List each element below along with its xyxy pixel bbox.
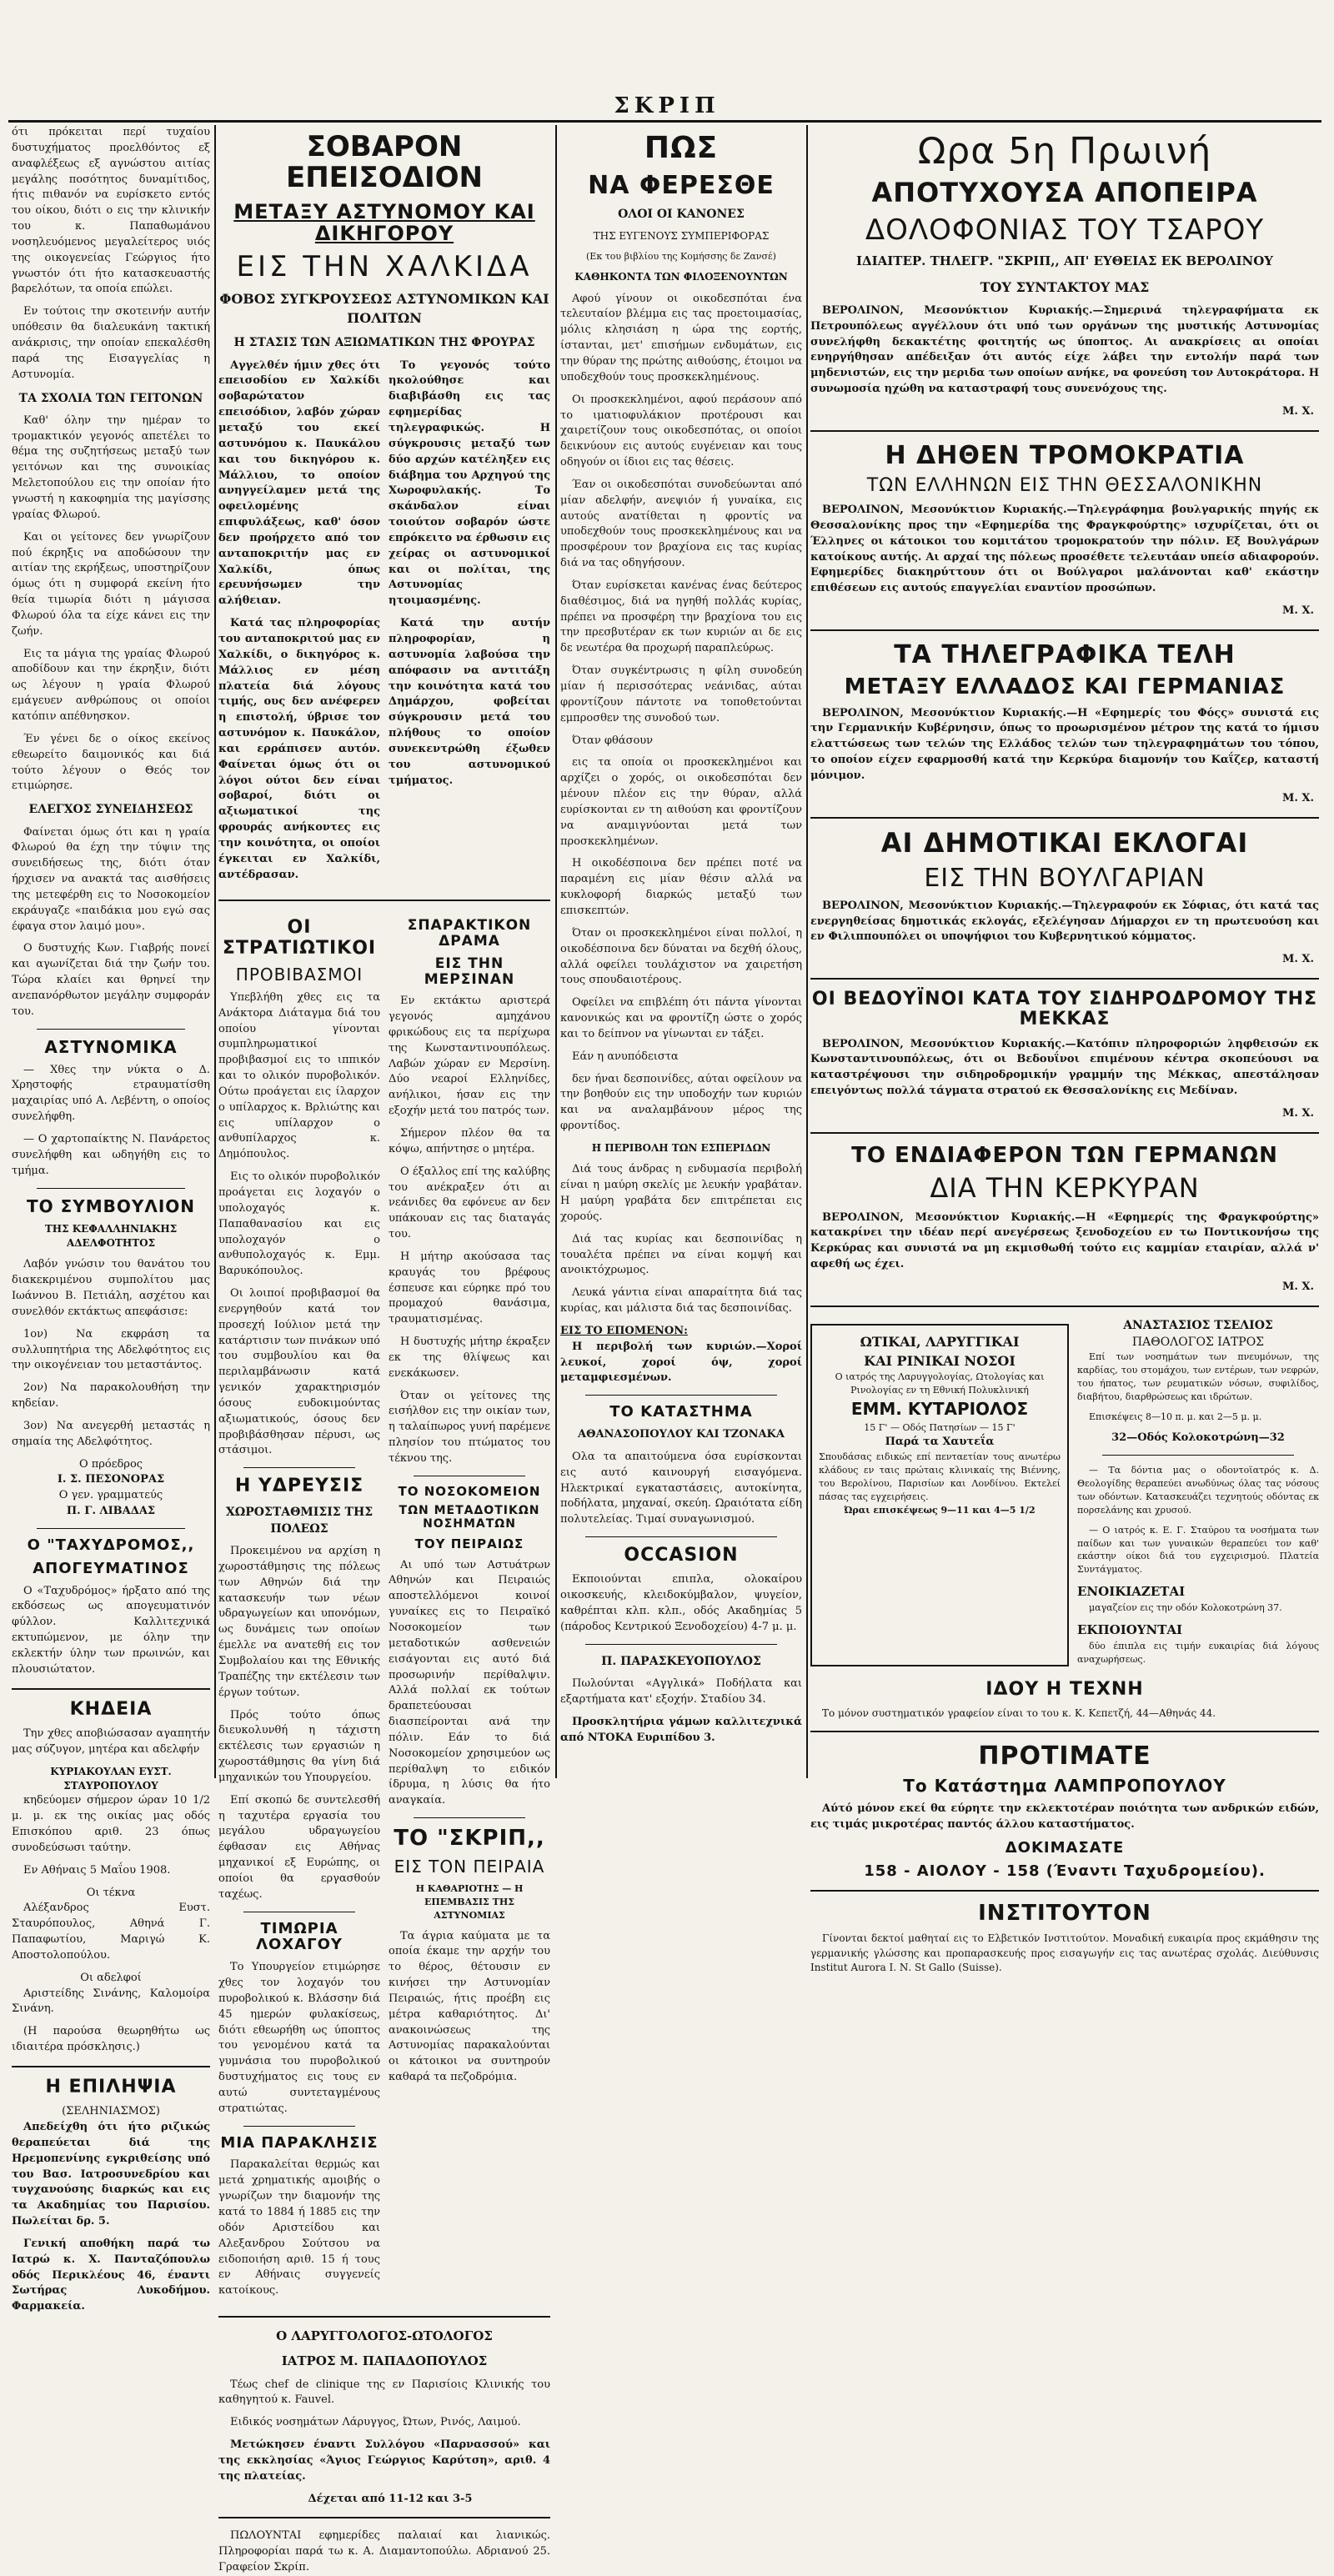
ad-heading: ΠΑΘΟΛΟΓΟΣ ΙΑΤΡΟΣ: [1131, 1336, 1265, 1350]
signature: Ο γεν. γραμματεύς: [58, 1489, 163, 1502]
article-text: Όταν συγκέντρωσις η φίλη συνοδεύη μίαν ή περισσότερας νεάνιδας, αύται φροντίζουν πάντοτε να τοποθετούνται εμπροσθεν της συνοδού των.: [560, 664, 802, 724]
headline: ΕΙΣ ΤΗΝ ΜΕΡΣΙΝΑΝ: [424, 955, 515, 988]
section-heading: ΤΑ ΣΧΟΛΙΑ ΤΩΝ ΓΕΙΤΟΝΩΝ: [18, 391, 203, 405]
signature: Π. Γ. ΛΙΒΑΔΑΣ: [66, 1505, 156, 1518]
notice-text: Αλέξανδρος Ευστ. Σταυρόπουλος, Αθηνά Γ. Παπαφωτίου, Μαριγώ Κ. Αποστολοπούλου.: [12, 1902, 210, 1962]
article-text: Υπεβλήθη χθες εις τα Ανάκτορα Διάταγμα διά του οποίου γίνονται συμπληρωματικοί προβιβασμοί εις το ιππικόν και το ολικόν πυροβολικόν. Ούτω προάγεται εις ίλαρχον ο υπίλαρχος κ. Βρλιώτης και εις υπίλαρχον ο ανθυπίλαρχος κ. Δημόπουλος.: [218, 990, 380, 1161]
ad-text: Το μόνον συστηματικόν γραφείον είναι το του κ. Κ. Κεπετζή, 44—Αθηνάς 44.: [822, 1706, 1216, 1719]
subheading: ΙΔΙΑΙΤΕΡ. ΤΗΛΕΓΡ. "ΣΚΡΙΠ,, ΑΠ' ΕΥΘΕΙΑΣ ΕΚ ΒΕΡΟΛΙΝΟΥ: [855, 253, 1274, 268]
ad-text: Δέχεται από 11-12 και 3-5: [308, 2492, 473, 2505]
article-text: — Ο χαρτοπαίκτης Ν. Πανάρετος συνελήφθη και ωδηγήθη εις το τμήμα.: [12, 1133, 210, 1177]
ad-text: Σπουδάσας ειδικώς επί πενταετίαν τους ανωτέρω κλάδους εν ταις πρώταις κλινικαίς της Βιέννης, του Βερολίνου, Παρισίων και Λονδίνου. Εκτελεί πάσας τας εγχειρήσεις.: [819, 1451, 1061, 1502]
article-text: Προκειμένου να αρχίση η χωροστάθμησις της πόλεως των Αθηνών διά την κατασκευήν των νέων υδραγωγείων και υπονόμων, ως δυνάμεις των οποίων έμελλε να ανατεθή εις τον Συμβολαίου και της Εθνικής Τραπέζης την εκτέλεσιν των έργων τούτων.: [218, 1545, 380, 1699]
column-4: [810, 125, 1319, 1973]
ad-box: [810, 1324, 1069, 1666]
headline: ΣΠΑΡΑΚΤΙΚΟΝ ΔΡΑΜΑ: [407, 917, 532, 950]
ad-heading: Το Κατάστημα ΛΑΜΠΡΟΠΟΥΛΟΥ: [903, 1776, 1226, 1797]
headline: ΤΟΥ ΠΕΙΡΑΙΩΣ: [414, 1536, 524, 1552]
headline: ΔΟΛΟΦΟΝΙΑΣ ΤΟΥ ΤΣΑΡΟΥ: [865, 213, 1265, 247]
headline: ΑΣΤΥΝΟΜΙΚΑ: [44, 1036, 178, 1057]
headline: ΤΑ ΤΗΛΕΓΡΑΦΙΚΑ ΤΕΛΗ: [894, 639, 1236, 669]
subheading: (Εκ του βιβλίου της Κομήσσης δε Ζανσέ): [586, 251, 776, 263]
headline: ΤΙΜΩΡΙΑ ΛΟΧΑΓΟΥ: [256, 1919, 343, 1954]
headline: ΤΟ "ΣΚΡΙΠ,,: [394, 1826, 545, 1852]
notice-name: ΚΥΡΙΑΚΟΥΛΑΝ ΕΥΣΤ. ΣΤΑΥΡΟΠΟΥΛΟΥ: [50, 1765, 172, 1792]
article-text: 1ον) Να εκφράση τα συλλυπητήρια της Αδελφότητος εις την οικογένειαν του μεταστάντος.: [12, 1327, 210, 1372]
ad-text: Αύτό μόνον εκεί θα εύρητε την εκλεκτοτέραν ποιότητα των ανδρικών ειδών, εις τιμάς μικροτέρας παντός άλλου καταστήματος.: [810, 1802, 1319, 1832]
ad-heading: OCCASION: [624, 1545, 739, 1566]
ad-text: Προσκλητήρια γάμων καλλιτεχνικά από ΝΤΟΚΑ Ευριπίδου 3.: [560, 1715, 802, 1744]
ad-text: δύο έπιπλα εις τιμήν ευκαιρίας διά λόγους αναχωρήσεως.: [1077, 1640, 1319, 1665]
signature: Μ. Χ.: [1281, 604, 1314, 618]
ad-text: Ειδικός νοσημάτων Λάρυγγος, Ώτων, Ρινός, Λαιμού.: [230, 2416, 521, 2429]
signature: Μ. Χ.: [1281, 953, 1314, 966]
headline: ΚΗΔΕΙΑ: [69, 1698, 153, 1720]
ad-heading: ΠΡΟΤΙΜΑΤΕ: [978, 1742, 1151, 1772]
notice-text: (Η παρούσα θεωρηθήτω ως ιδιαιτέρα πρόσκλησις.): [12, 2025, 210, 2054]
headline: ΜΕΤΑΞΥ ΑΣΤΥΝΟΜΟΥ ΚΑΙ ΔΙΚΗΓΟΡΟΥ: [233, 199, 535, 246]
headline: Η ΥΔΡΕΥΣΙΣ: [234, 1476, 364, 1497]
article-text: Σήμερον πλέον θα τα κόψω, απήντησε ο μητέρα.: [389, 1126, 550, 1155]
subheading: ΦΟΒΟΣ ΣΥΓΚΡΟΥΣΕΩΣ ΑΣΤΥΝΟΜΙΚΩΝ ΚΑΙ ΠΟΛΙΤΩΝ: [219, 290, 549, 327]
article-text: Έαν οι οικοδεσπόται συνοδεύωνται από μίαν αδελφήν, ανεψιόν ή γυναίκα, εις αυτούς ανατίθεται η φροντίς να υποδεχθούν τους προσκεκλημένους και να προσφέρουν τον βραχίονα εις τας κυρίας διά να τας οδηγήσουν.: [560, 478, 802, 570]
article-text: ΒΕΡΟΛΙΝΟΝ, Μεσονύκτιον Κυριακής.—Τηλεγραφούν εκ Σόφιας, ότι κατά τας ενεργηθείσας δημοτικάς εκλογάς, εξελέγησαν Δήμαρχοι εν τη πρωτευούση και εν Φιλιππουπόλει οι υποψήφιοι του Κυβερνητικού κόμματος.: [810, 899, 1319, 944]
ad-text: Παρά τα Χαυτεΐα: [885, 1435, 995, 1448]
subheading: ΚΑΘΗΚΟΝΤΑ ΤΩΝ ΦΙΛΟΞΕΝΟΥΝΤΩΝ: [574, 271, 788, 283]
article-text: Έν γένει δε ο οίκος εκείνος εθεωρείτο δαιμονικός και διά τούτο λέγουν ο Θεός τον ετιμώρησε.: [12, 732, 210, 793]
article-text: Η δυστυχής μήτηρ έκραξεν εκ της θλίψεως και ενεκάκωσεν.: [389, 1336, 550, 1380]
article-text: Και οι γείτονες δεν γνωρίζουν πού έκρηξις να αποδώσουν την αιτίαν της εκρήξεως, υποστηρίζουν όμως ότι η συμφορά εκείνη ήτο θεία τιμωρία διότι η μάγισσα Φλωρού όλα τα είχε κάνει εις την ζωήν.: [12, 530, 210, 638]
ad-heading: ΕΚΠΟΙΟΥΝΤΑΙ: [1077, 1622, 1183, 1638]
article-text: Διά τας κυρίας και δεσποινίδας η τουαλέτα πρέπει να είναι κομψή και ανοικτόχρωμος.: [560, 1232, 802, 1277]
headline: ΠΩΣ: [644, 131, 719, 165]
column-rule: [555, 125, 557, 1778]
section-heading: ΕΛΕΓΧΟΣ ΣΥΝΕΙΔΗΣΕΩΣ: [28, 803, 193, 817]
column-3: [560, 125, 802, 1778]
headline: Ο "ΤΑΧΥΔΡΟΜΟΣ,,: [27, 1536, 195, 1554]
article-text: Εις το ολικόν πυροβολικόν προάγεται εις λοχαγόν ο υπολοχαγός κ. Παπαθανασίου και εις υπολοχαγόν ο ανθυπολοχαγός κ. Εμμ. Βαρυκόπουλος.: [218, 1170, 380, 1278]
ad-text: Επισκέψεις 8—10 π. μ. και 2—5 μ. μ.: [1089, 1411, 1262, 1423]
ad-address: 158 - ΑΙΟΛΟΥ - 158 (Έναντι Ταχυδρομείου).: [864, 1862, 1266, 1880]
ad-text: 15 Γ' — Οδός Πατησίων — 15 Γ': [864, 1421, 1016, 1433]
article-text: Το γεγονός τούτο ηκολούθησε και διαβιβάσθη εις τας εφημερίδας τηλεγραφικώς. Η σύγκρουσις μεταξύ των δύο αρχών κατέληξεν εις διάβημα του Αρχηγού της Χωροφυλακής. Το σκάνδαλον είναι τοιούτον σοβαρόν ώστε επρόκειτο να έρθωσιν εις χείρας οι αστυνομικοί και οι πολίται, της Αστυνομίας ητοιμασμένης.: [389, 358, 550, 608]
notice-date: Εν Αθήναις 5 Μαΐου 1908.: [23, 1863, 171, 1877]
article-text: Εν τούτοις την σκοτεινήν αυτήν υπόθεσιν θα διαλευκάνη τακτική ανάκρισις, την οποίαν επεκαλέσθη παρά της Εισαγγελίας η Αστυνομία.: [12, 305, 210, 381]
article-text: Καθ' όλην την ημέραν το τρομακτικόν γεγονός απετέλει το θέμα της συζητήσεως μεταξύ των γειτόνων και της συνοικίας Μελετοπούλου εις την οποίαν ήτο γνωστή η κακοφημία της μαγίσσης γραίας Φλωρού.: [12, 413, 210, 521]
subheading: Η ΣΤΑΣΙΣ ΤΩΝ ΑΞΙΩΜΑΤΙΚΩΝ ΤΗΣ ΦΡΟΥΡΑΣ: [233, 336, 535, 350]
article-text: Κατά τας πληροφορίας του ανταποκριτού μας εν Χαλκίδι, ο δικηγόρος κ. Μάλλιος εν μέση πλατεία διά λόγους τιμής, ους δεν ανέφερεν η επιστολή, ύβρισε τον αστυνόμον κ. Παυκάλον, και ερράπισεν αυτόν. Φαίνεται όμως ότι οι λόγοι ούτοι δεν είναι σοβαροί, διότι οι αξιωματικοί της φρουράς ανήκοντες εις την κοινότητα, οι οποίοι έγκειται εν Χαλκίδι, αντέδρασαν.: [218, 617, 380, 881]
headline: ΤΩΝ ΕΛΛΗΝΩΝ ΕΙΣ ΤΗΝ ΘΕΣΣΑΛΟΝΙΚΗΝ: [866, 474, 1263, 496]
ad-heading: ΑΝΑΣΤΑΣΙΟΣ ΤΣΕΛΙΟΣ: [1123, 1318, 1273, 1332]
article-text: Αφού γίνουν οι οικοδεσπόται ένα τελευταίον βλέμμα εις τας προετοιμασίας, μόλις κλησιάση η ώρα της εορτής, ίστανται, μετ' επισήμων ενδυμάτων, εις την θύραν της πρώτης αιθούσης, έτοιμοι να υποδεχθούν τους προσκεκλημένους.: [560, 292, 802, 383]
headline: ΕΙΣ ΤΟΝ ΠΕΙΡΑΙΑ: [394, 1856, 545, 1877]
ad-text: Γίνονται δεκτοί μαθηταί εις το Ελβετικόν Ινστιτούτον. Μοναδική ευκαιρία προς εκμάθησιν της γερμανικής γλώσσης και προπαρασκευής προς εισαγωγήν εις τας ανωτέρας σχολάς. Διεύθυνσις Institut Aurora Ι. Ν. St Gallo (Suisse).: [810, 1932, 1319, 1973]
signature: Ο πρόεδρος: [78, 1457, 143, 1471]
article-text: Όταν οι γείτονες της εισήλθον εις την οικίαν των, η ταλαίπωρος γυνή παρέμενε πλησίον του πτώματος του τέκνου της.: [389, 1389, 550, 1465]
article-text: ΒΕΡΟΛΙΝΟΝ, Μεσονύκτιον Κυριακής.—Η «Εφημερίς του Φόςς» συνιστά εις την Γερμανικήν Κυβέρνησιν, όπως το προωρισμένον μέτρον της κατά το ήμισυ ελαττώσεως των τελών της Ελλάδος τελών των τηλεγραφημάτων του τόπου, το οποίον είχεν εφαρμοσθή κατά την Κερκύρα διαμονήν του Καΐζερ, καταστή μόνιμον.: [810, 706, 1319, 782]
article-text: Τα άγρια καύματα με τα οποία έκαμε την αρχήν του το θέρος, θέτουσιν εν κινήσει την Αστυνομίαν Πειραιώς, ήτις προέβη εις μέτρα καθαριότητος. Δι' ανακοινώσεως της Αστυνομίας παρακαλούνται οι κάτοικοι να συντηρούν καθαρά τα πεζοδρόμια.: [389, 1929, 550, 2084]
signature: Ι. Σ. ΠΕΣΟΝΟΡΑΣ: [57, 1473, 165, 1486]
ad-heading: ΕΝΟΙΚΙΑΖΕΤΑΙ: [1077, 1584, 1186, 1600]
subheading: ΕΙΣ ΤΟ ΕΠΟΜΕΝΟΝ:: [560, 1324, 688, 1337]
ad-text: Ολα τα απαιτούμενα όσα ευρίσκονται εις αυτό καινουργή εισαγόμενα. Ηλεκτρικαί εγκαταστάσεις, αυτοκίνητα, ποδήλατα, μηχαναί, σκεύη. Ωραιότατα είδη πολυτελείας. Τιμαί συναγωνισμού.: [560, 1450, 802, 1526]
article-text: Ο έξαλλος επί της καλύβης του ανέκραξεν ότι αι νεάνιδες θα εφόνευε αν δεν υπάκουαν εις τας διαταγάς του.: [389, 1165, 550, 1241]
headline: Η ΔΗΘΕΝ ΤΡΟΜΟΚΡΑΤΙΑ: [885, 440, 1245, 470]
ad-text: — Ο ιατρός κ. Ε. Γ. Σταύρου τα νοσήματα των παίδων και των γυναικών θεραπεύει τον καθ' εκάστην οίκοι διά του εγχειρισμού. Πλατεία Συντάγματος.: [1077, 1524, 1319, 1576]
ad-heading: ΤΟ ΚΑΤΑΣΤΗΜΑ: [609, 1403, 753, 1421]
signature: Μ. Χ.: [1281, 1106, 1314, 1120]
article-text: Όταν ευρίσκεται κανένας ένας δεύτερος διαθέσιμος, διά να ηγηθή πολλάς κυρίας, πρέπει να προσφέρη την βραχίονα του εις την πρεσβυτέραν εκ των κυριών αι δε εις δε νεωτέρα θα προχωρή παραπλεύρως.: [560, 579, 802, 655]
ad-text: Ώραι επισκέψεως 9—11 και 4—5 1/2: [844, 1504, 1036, 1516]
article-text: Εις τα μάγια της γραίας Φλωρού αποδίδουν και την έκρηξιν, διότι ως λέγουν η γραία Φλωρού εμάγευεν ανθρώπους οι οποίοι κατόπιν απέθνησκον.: [12, 647, 210, 723]
article-text: Επί σκοπώ δε συντελεσθή η ταχυτέρα εργασία του μεγάλου υδραγωγείου έφθασαν εις Αθήνας μηχανικοί εξ Ευρώπης, οι οποίοι θα εργασθούν ταχέως.: [218, 1793, 380, 1901]
subheading: ΤΟΥ ΣΥΝΤΑΚΤΟΥ ΜΑΣ: [980, 278, 1150, 295]
ad-text: Ο ιατρός της Λαρυγγολογίας, Ωτολογίας και Ρινολογίας εν τη Εθνική Πολυκλινική: [835, 1371, 1045, 1396]
ad-text: Τέως chef de clinique της εν Παρισίοις Κλινικής του καθηγητού κ. Fauvel.: [218, 2378, 550, 2407]
ad-text: Γενική αποθήκη παρά τω Ιατρώ κ. Χ. Πανταζόπουλω οδός Περικλέους 46, έναντι Σωτήρας Λυκοδήμου. Φαρμακεία.: [12, 2237, 210, 2313]
notice-text: κηδεύομεν σήμερον ώραν 10 1/2 μ. μ. εκ της οικίας μας οδός Επισκόπου αριθ. 23 όπως συνοδεύσωσι ταύτην.: [12, 1794, 210, 1854]
article-text: εις τα οποία οι προσκεκλημένοι και αρχίζει ο χορός, οι οικοδεσπόται δεν μένουν πλέον εις την θύραν, αλλά ευρίσκονται εν τη αιθούση και φροντίζουν να αναμιγνύονται μετά των προσκεκλημένων.: [560, 756, 802, 848]
subheading: Η ΠΕΡΙΒΟΛΗ ΤΩΝ ΕΣΠΕΡΙΔΩΝ: [591, 1141, 771, 1154]
article-text: Διά τους άνδρας η ενδυμασία περιβολή είναι η μαύρη σκελίς με λευκήν γραβάταν. Η μαύρη γραβάτα δεν επιτρέπεται εις χορούς.: [560, 1163, 802, 1223]
notice-text: Αριστείδης Σινάνης, Καλομοίρα Σινάνη.: [12, 1987, 210, 2016]
article-text: Πρός τούτο όπως διευκολυνθή η τάχιστη εκτέλεσις των εργασιών η χωροστάθμησις θα γίνη διά μηχανικών του Υπουργείου.: [218, 1708, 380, 1784]
headline: ΤΟ ΝΟΣΟΚΟΜΕΙΟΝ: [398, 1483, 541, 1499]
subheading: (ΣΕΛΗΝΙΑΣΜΟΣ): [62, 2105, 160, 2118]
column-2: [218, 125, 550, 2574]
headline: ΔΙΑ ΤΗΝ ΚΕΡΚΥΡΑΝ: [930, 1172, 1200, 1205]
ad-heading: ΙΝΣΤΙΤΟΥΤΟΝ: [978, 1900, 1151, 1926]
article-text: ΒΕΡΟΛΙΝΟΝ, Μεσονύκτιον Κυριακής.—Τηλεγράφημα βουλγαρικής πηγής εκ Θεσσαλονίκης προς την «Εφημερίδα της Φραγκφούρτης» ισχυρίζεται, ότι οι Έλληνες οι κάτοικοι του κομιτάτου τρομοκρατούν την πόλιν. Εξ Βουλγάρων κατοίκους αυτής. Αι αρχαί της πόλεως προσέθετε τελευτάαν υπείσ αδιαφορούν. Εφημερίδες διακηρύττουν ότι οι Βούλγαροι μαλάνονται καθ' εκάστην επιθέσεων εις αυτούς επαγγελίαι εναντίον προσώπων.: [810, 504, 1319, 595]
headline: Ωρα 5η Πρωινή: [917, 130, 1212, 173]
subheading: ΟΛΟΙ ΟΙ ΚΑΝΟΝΕΣ: [618, 207, 745, 221]
ad-name: ΕΜΜ. ΚΥΤΑΡΙΟΛΟΣ: [850, 1398, 1029, 1419]
subheading: ΤΗΣ ΚΕΦΑΛΛΗΝΙΑΚΗΣ ΑΔΕΛΦΟΤΗΤΟΣ: [44, 1222, 178, 1249]
article-text: Το Υπουργείον ετιμώρησε χθες τον λοχαγόν του πυροβολικού κ. Βλάσσην διά 45 ημερών φυλακίσεως, διότι εθεωρήθη ως ύποπτος του γενομένου κατά τα γυμνάσια του πυροβολικού δυστυχήματος εις τους εν αυτώ συντεταγμένους στρατιώτας.: [218, 1961, 380, 2115]
headline: ΠΡΟΒΙΒΑΣΜΟΙ: [235, 964, 364, 985]
ad-heading: ΩΤΙΚΑΙ, ΛΑΡΥΓΓΙΚΑΙ: [860, 1333, 1020, 1350]
article-text: Οφείλει να επιβλέπη ότι πάντα γίνονται κανονικώς και να φροντίζη ώστε ο χορός και το δείπνον να γίνωνται εν τάξει.: [560, 996, 802, 1040]
article-text: Φαίνεται όμως ότι και η γραία Φλωρού θα έχη την τύψιν της συνειδήσεως της, διότι όταν ήρχισεν να ανακτά τας αισθήσεις της μετεφέρθη εις το Νοσοκομείον εκράυγαζε «παιδάκια μου εγώ σας έφαγα στον λαιμό μου».: [12, 825, 210, 933]
ad-heading: ΙΑΤΡΟΣ Μ. ΠΑΠΑΔΟΠΟΥΛΟΣ: [281, 2353, 488, 2368]
headline: ΕΙΣ ΤΗΝ ΒΟΥΛΓΑΡΙΑΝ: [924, 863, 1206, 893]
article-text: ΒΕΡΟΛΙΝΟΝ, Μεσονύκτιον Κυριακής.—Η «Εφημερίς της Φραγκφούρτης» κατακρίνει την ιδέαν περί ανεγέρσεως ξενοδοχείου εν τω Ποντικονήσω της Κερκύρας και συνιστά να μη εκμισθωθή τούτο εις καμμίαν εταιρίαν, αλλά ν' αφεθή ως έχει.: [810, 1210, 1319, 1271]
headline: ΣΟΒΑΡΟΝ ΕΠΕΙΣΟΔΙΟΝ: [285, 130, 483, 195]
article-text: Η περιβολή των κυριών.—Χοροί λευκοί, χοροί όψ, χοροί μεταμφιεσμένων.: [560, 1340, 802, 1385]
top-rule: [8, 120, 1321, 123]
ad-text: Μετώκησεν έναντι Συλλόγου «Παρνασσού» και της εκκλησίας «Άγιος Γεώργιος Καρύτση», αριθ. 4 της πλατείας.: [218, 2438, 550, 2483]
headline: ΑΠΟΓΕΥΜΑΤΙΝΟΣ: [33, 1559, 189, 1577]
headline: ΕΙΣ ΤΗΝ ΧΑΛΚΙΔΑ: [236, 249, 533, 283]
ad-heading: Ο ΛΑΡΥΓΓΟΛΟΓΟΣ-ΩΤΟΛΟΓΟΣ: [276, 2328, 493, 2344]
article-text: Κατά την αυτήν πληροφορίαν, η αστυνομία λαβούσα την απόφασιν να αντιτάξη την κοινότητα κατά του Δημάρχου, φοβείται σύγκρουσιν μετά του πλήθους το οποίον συνεκεντρώθη έξωθεν του αστυνομικού τμήματος.: [389, 617, 550, 787]
headline: ΟΙ ΣΤΡΑΤΙΩΤΙΚΟΙ: [222, 917, 377, 959]
ad-text: Επί των νοσημάτων των πνευμόνων, της καρδίας, του στομάχου, των εντέρων, των νεφρών, του ήπατος, των ρευματικών νόσων, συφιλίδος, διαβήτου, διαρθρώσεως και ιδρώτων.: [1077, 1351, 1319, 1403]
article-text: Όταν οι προσκεκλημένοι είναι πολλοί, η οικοδέσποινα δεν δύναται να δεχθή όλους, αλλά οφείλει τουλάχιστον να χαιρετήση τους σπουδαιοτέρους.: [560, 926, 802, 987]
article-text: Εάν η ανυπόδειστα: [572, 1050, 679, 1063]
ad-text: — Τα δόντια μας ο οδοντοϊατρός κ. Δ. Θεολογίδης θεραπεύει ανωδύνως όλας τας νόσους των οδόντων. Κατασκευάζει τεχνητούς οδόντας εκ πορσελάνης και χρυσού.: [1077, 1464, 1319, 1516]
subheading: Η ΚΑΘΑΡΙΟΤΗΣ — Η ΕΠΕΜΒΑΣΙΣ ΤΗΣ ΑΣΤΥΝΟΜΙΑΣ: [415, 1882, 524, 1921]
article-text: Η οικοδέσποινα δεν πρέπει ποτέ να παραμένη εις μίαν θέσιν αλλά να κυκλοφορή διαρκώς μεταξύ των επισκεπτών.: [560, 857, 802, 917]
ad-heading: ΑΘΑΝΑΣΟΠΟΥΛΟΥ ΚΑΙ ΤΖΟΝΑΚΑ: [578, 1428, 785, 1441]
article-text: Όταν φθάσουν: [572, 734, 654, 747]
article-text: ότι πρόκειται περί τυχαίου δυστυχήματος προελθόντος εξ αναφλέξεως εξ αγνώστου αιτίας μεγάλης ποσότητος δυναμίτιδος, ήτις πιθανόν να ευρίσκετο εντός του οίκου, διότι ο εις την κλινικήν του κ. Παπαθωμάνου νοσηλευόμενος μεγαλείτερος υιός της οικογενείας Γεώργιος ήτο γνωστόν ότι ήτο κατασκευαστής βαρελότων, τα οποία επώλει.: [12, 126, 210, 296]
signature: Μ. Χ.: [1281, 791, 1314, 804]
article-text: 2ον) Να παρακολουθήση την κηδείαν.: [12, 1381, 210, 1411]
column-1: [12, 125, 210, 2313]
article-text: Ο δυστυχής Κων. Γιαβρής πονεί και αγωνίζεται διά την ζωήν του. Τώρα κλαίει και θρηνεί την ανεπανόρθωτον μεγάλην συμφοράν του.: [12, 942, 210, 1018]
subheading: ΤΗΣ ΕΥΓΕΝΟΥΣ ΣΥΜΠΕΡΙΦΟΡΑΣ: [593, 229, 770, 242]
column-rule: [214, 125, 216, 1778]
ad-heading: ΙΔΟΥ Η ΤΕΧΝΗ: [985, 1678, 1144, 1700]
article-text: ΒΕΡΟΛΙΝΟΝ, Μεσονύκτιον Κυριακής.—Κατόπιν πληροφοριών ληφθεισών εκ Κωνσταντινουπόλεως, ότι οι Βεδουΐνοι επιμένουν κέντρα σκοπεύουσι να καταστρέψουσι την σιδηροδρομικήν γραμμήν της Μέκκας, απεστάλησαν επειγόντως πολλά τάγματα στρατού εκ Θεσσαλονίκης εις Μεδίναν.: [810, 1037, 1319, 1098]
headline: ΤΟ ΕΝΔΙΑΦΕΡΟΝ ΤΩΝ ΓΕΡΜΑΝΩΝ: [851, 1142, 1278, 1168]
headline: Η ΕΠΙΛΗΨΙΑ: [45, 2076, 177, 2097]
masthead: ΣΚΡΙΠ: [614, 93, 720, 118]
signature: Μ. Χ.: [1281, 404, 1314, 418]
headline: ΜΙΑ ΠΑΡΑΚΛΗΣΙΣ: [220, 2133, 379, 2152]
article-text: Οι προσκεκλημένοι, αφού περάσουν από το ιματιοφυλάκιον προτέρουσι και χαιρετίζουν τους οικοδεσπότας, οι οποίοι δεικνύουν εις αυτούς ευγένειαν και τους οδηγούν οι ίδιοι εις τας θέσεις.: [560, 393, 802, 469]
signature: Μ. Χ.: [1281, 1280, 1314, 1293]
headline: ΑΠΟΤΥΧΟΥΣΑ ΑΠΟΠΕΙΡΑ: [871, 177, 1258, 209]
article-text: δεν ήναι δεσποινίδες, αύται οφείλουν να την βοηθούν εις την υποδοχήν των κυριών και να αναλαμβάνουν μέρος της φροντίδος.: [560, 1072, 802, 1133]
ad-text: ΠΩΛΟΥΝΤΑΙ εφημερίδες παλαιαί και λιανικώς. Πληροφορίαι παρά τω κ. Α. Διαμαντοπούλω. Αδριανού 25. Γραφείον Σκρίπ.: [218, 2529, 550, 2574]
headline: ΤΟ ΣΥΜΒΟΥΛΙΟΝ: [26, 1195, 196, 1216]
article-text: Εν εκτάκτω αριστερά γεγονός αμηχάνου φρικώδους εις τα περίχωρα της Κωνσταντινουπόλεως. Λαβών χώραν εν Μερσίνη. Δύο νεαροί Ελληνίδες, ανήλικοι, ήσαν εις την εξοχήν μετά του πατρός των.: [389, 995, 550, 1118]
article-text: Οι λοιποί προβιβασμοί θα ενεργηθούν κατά τον προσεχή Ιούλιον μετά την κατάρτισιν των πινάκων υπό του συμβουλίου και θα περιλαμβάνωσιν κατά γενικόν χαρακτηρισμόν όσους ευδοκιμούντας αξιωματικούς, όσους δεν προβιβάσθησαν πέρυσι, ως στάσιμοι.: [218, 1287, 380, 1457]
headline: ΑΙ ΔΗΜΟΤΙΚΑΙ ΕΚΛΟΓΑΙ: [880, 826, 1249, 859]
ad-text: Πωλούνται «Αγγλικά» Ποδήλατα και εξαρτήματα κατ' εξοχήν. Σταδίου 34.: [560, 1677, 802, 1706]
ad-text: μαγαζείον εις την οδόν Κολοκοτρώνη 37.: [1089, 1602, 1282, 1614]
article-text: Αγγελθέν ήμιν χθες ότι επεισοδίου εν Χαλκίδι σοβαρώτατον επεισόδιον, λαβόν χώραν μεταξύ του εκεί αστυνόμου κ. Παυκάλου και του δικηγόρου κ. Μάλλιου, το οποίον ανηγγείλαμεν μετά της οφειλομένης επιφυλάξεως, καθ' όσον δεν προήρχετο από τον ανταποκριτήν μας εν Χαλκίδι, όπως ερευνήσωμεν την αλήθειαν.: [218, 358, 380, 608]
notice-text: Οι αδελφοί: [80, 1971, 142, 1984]
subheading: ΧΩΡΟΣΤΑΘΜΙΣΙΣ ΤΗΣ ΠΟΛΕΩΣ: [225, 1505, 374, 1536]
article-text: Η μήτηρ ακούσασα τας κραυγάς του βρέφους έσπευσε και εύρηκε πρό του προμαχού θανάσιμα, τραυματισμένας.: [389, 1250, 550, 1326]
article-text: ΒΕΡΟΛΙΝΟΝ, Μεσονύκτιον Κυριακής.—Σημερινά τηλεγραφήματα εκ Πετρουπόλεως αγγέλλουν ότι υπό των οργάνων της μυστικής Αστυνομίας συνελήφθη δεκακτέτης φοιτητής ως ύποπτος. Αι ανακρίσεις αι οποίαι ενηργήθησαν απέδειξαν ότι αυτός είχε λάβει την εντολήν παρά των μηδενιστών, εις την μεριδα των οποίων ανήκε, να φονεύση τον Αυτοκράτορα. Η συνωμοσία ηχώθη να καταστραφή τους συνενόχους της.: [810, 303, 1319, 396]
column-rule: [806, 125, 808, 1778]
notice-text: Την χθες αποβιώσασαν αγαπητήν μας σύζυγον, μητέρα και αδελφήν: [12, 1727, 210, 1756]
notice-text: Οι τέκνα: [86, 1886, 136, 1899]
article-text: Αι υπό των Αστυάτρων Αθηνών και Πειραιώς αποστελλόμενοι κοινοί γυναίκες εις το Πειραϊκό Νοσοκομείον των μεταδοτικών ασθενειών εισάγονται εις αυτό διά προσωρινήν περίθαλψιν. Αλλά πολλαί εκ τούτων δραπετεύουσαι διασπείρονται ανά την πόλιν. Εάν το διά Νοσοκομείον χρησιμεύον ως περίθαλψη το ειδικόν ίδρυμα, η λύσις θα ήτο αναγκαία.: [389, 1558, 550, 1807]
article-text: 3ον) Να ανεγερθή μεταστάς η σημαία της Αδελφότητος.: [12, 1419, 210, 1448]
headline: ΜΕΤΑΞΥ ΕΛΛΑΔΟΣ ΚΑΙ ΓΕΡΜΑΝΙΑΣ: [844, 674, 1286, 699]
ad-text: Εκποιούνται επιπλα, ολοκαίρου οικοσκευής, κλειδοκύμβαλον, ψυγείον, καθρέπται κλπ. κλπ., οδός Ακαδημίας 5 (πάροδος Κεντρικού Ξενοδοχείου) 4-7 μ. μ.: [560, 1573, 802, 1633]
ad-address: 32—Οδός Κολοκοτρώνη—32: [1111, 1431, 1285, 1444]
article-text: — Χθες την νύκτα ο Δ. Χρηστοφής ετραυματίσθη μαχαιρίας υπό Α. Λεβέντη, ο οποίος συνελήφθη.: [12, 1063, 210, 1124]
ad-text: Απεδείχθη ότι ήτο ριζικώς θεραπεύεται διά της Ηρεμοπενίνης εγκριθείσης υπό του Βασ. Ιατροσυνεδρίου και τυγχανούσης διαρκώς και εις τα Ακαδημίας του Παρισίου. Πωλείται δρ. 5.: [12, 2120, 210, 2228]
headline: ΝΑ ΦΕΡΕΣΘΕ: [588, 170, 775, 200]
headline: ΤΩΝ ΜΕΤΑΔΟΤΙΚΩΝ ΝΟΣΗΜΑΤΩΝ: [399, 1504, 540, 1531]
ad-heading: ΚΑΙ ΡΙΝΙΚΑΙ ΝΟΣΟΙ: [864, 1352, 1016, 1369]
ad-heading: ΔΟΚΙΜΑΣΑΤΕ: [1005, 1838, 1125, 1857]
article-text: Λαβόν γνώσιν του θανάτου του διακεκριμένου συμπολίτου μας Ιωάννου Β. Πετιάλη, ασχέτου και συνελθόν εκτάκτως απεφάσισε:: [12, 1258, 210, 1318]
article-text: Λευκά γάντια είναι απαραίτητα διά τας κυρίας, και μάλιστα διά τας δεσποινίδας.: [560, 1286, 802, 1316]
article-text: Παρακαλείται θερμώς και μετά χρηματικής αμοιβής ο γνωρίζων την διαμονήν της κατά το 1884 ή 1885 εις την οδόν Αριστείδου και Αλεξανδρου Σούτσου να ειδοποιήση αριθ. 15 ή τους εν Αθήναις συγγενείς κατοίκους.: [218, 2158, 380, 2298]
headline: ΟΙ ΒΕΔΟΥΪΝΟΙ ΚΑΤΑ ΤΟΥ ΣΙΔΗΡΟΔΡΟΜΟΥ ΤΗΣ ΜΕΚΚΑΣ: [811, 989, 1318, 1030]
article-text: Ο «Ταχυδρόμος» ήρξατο από της εκδόσεως ως απογευματινόν φύλλον. Καλλιτεχνικά εκτυπώμενον, με όλην την εκλεκτήν ύλην των πρωινών, και πλουσιώτατον.: [12, 1584, 210, 1676]
ad-heading: Π. ΠΑΡΑΣΚΕΥΟΠΟΥΛΟΣ: [601, 1654, 761, 1668]
